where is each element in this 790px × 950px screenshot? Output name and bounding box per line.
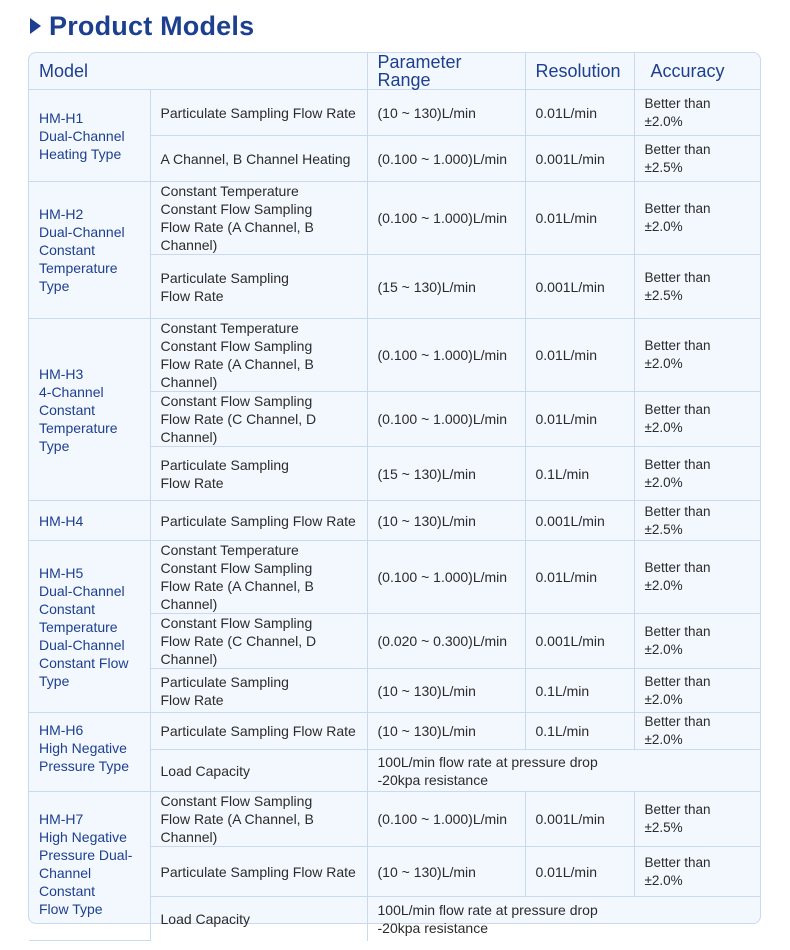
parameter-name: Constant Temperature Constant Flow Sampling Flow Rate (A Channel, B Channel) [150, 319, 367, 392]
parameter-name: Particulate Sampling Flow Rate [150, 447, 367, 501]
resolution-value: 0.001L/min [525, 255, 634, 319]
table-row [29, 713, 760, 750]
resolution-value: 0.001L/min [525, 614, 634, 669]
table-row [29, 501, 760, 541]
accuracy-value: Better than ±2.5% [634, 136, 760, 182]
header-accuracy: Accuracy [634, 53, 760, 90]
table-row [29, 319, 760, 392]
accuracy-value: Better than ±2.0% [634, 90, 760, 136]
resolution-value: 0.1L/min [525, 713, 634, 750]
accuracy-value: Better than ±2.0% [634, 447, 760, 501]
parameter-name: Constant Flow Sampling Flow Rate (C Channel, D Channel) [150, 392, 367, 447]
resolution-value: 0.001L/min [525, 501, 634, 541]
parameter-range-value: (0.100 ~ 1.000)L/min [367, 541, 525, 614]
parameter-name: Constant Temperature Constant Flow Sampling Flow Rate (A Channel, B Channel) [150, 541, 367, 614]
triangle-bullet-icon [30, 18, 41, 34]
product-models-table-container [28, 52, 761, 936]
parameter-range-value: (10 ~ 130)L/min [367, 501, 525, 541]
parameter-name: Constant Temperature Constant Flow Sampling Flow Rate (A Channel, B Channel) [150, 182, 367, 255]
model-name: HM-H1 Dual-Channel Heating Type [29, 90, 150, 182]
parameter-range-value: (0.100 ~ 1.000)L/min [367, 392, 525, 447]
parameter-name: Load Capacity [150, 750, 367, 792]
accuracy-value: Better than ±2.5% [634, 255, 760, 319]
table-header-row [29, 53, 760, 90]
model-name: HM-H3 4-Channel Constant Temperature Type [29, 319, 150, 501]
parameter-name: Particulate Sampling Flow Rate [150, 90, 367, 136]
parameter-range-value: (0.020 ~ 0.300)L/min [367, 614, 525, 669]
parameter-range-value: (15 ~ 130)L/min [367, 255, 525, 319]
accuracy-value: Better than ±2.0% [634, 319, 760, 392]
accuracy-value: Better than ±2.0% [634, 614, 760, 669]
resolution-value: 0.01L/min [525, 847, 634, 897]
parameter-range-value: (0.100 ~ 1.000)L/min [367, 136, 525, 182]
accuracy-value: Better than ±2.0% [634, 182, 760, 255]
accuracy-value: Better than ±2.0% [634, 669, 760, 713]
table-row [29, 792, 760, 847]
header-resolution: Resolution [525, 53, 634, 90]
product-models-table [29, 53, 760, 941]
header-model: Model [29, 53, 367, 90]
resolution-value: 0.01L/min [525, 319, 634, 392]
parameter-range-value: (0.100 ~ 1.000)L/min [367, 319, 525, 392]
parameter-name: Particulate Sampling Flow Rate [150, 501, 367, 541]
header-parameter-range: Parameter Range [367, 53, 525, 90]
resolution-value: 0.01L/min [525, 392, 634, 447]
model-name: HM-H7 High Negative Pressure Dual- Channel Constant Flow Type [29, 792, 150, 941]
page-title: Product Models [49, 10, 255, 41]
model-name: HM-H6 High Negative Pressure Type [29, 713, 150, 792]
parameter-name: Load Capacity [150, 897, 367, 941]
resolution-value: 0.001L/min [525, 136, 634, 182]
load-capacity-value: 100L/min flow rate at pressure drop -20kpa resistance [377, 901, 598, 936]
page-title-block [30, 8, 254, 44]
parameter-range-value: (10 ~ 130)L/min [367, 90, 525, 136]
parameter-range-value: (0.100 ~ 1.000)L/min [367, 182, 525, 255]
parameter-name: Particulate Sampling Flow Rate [150, 847, 367, 897]
table-row [29, 90, 760, 136]
resolution-value: 0.001L/min [525, 792, 634, 847]
table-row [29, 182, 760, 255]
accuracy-value: Better than ±2.5% [634, 501, 760, 541]
accuracy-value: Better than ±2.0% [634, 541, 760, 614]
accuracy-value: Better than ±2.0% [634, 392, 760, 447]
parameter-name: Constant Flow Sampling Flow Rate (C Channel, D Channel) [150, 614, 367, 669]
resolution-value: 0.01L/min [525, 182, 634, 255]
table-row [29, 541, 760, 614]
parameter-range-value: (10 ~ 130)L/min [367, 847, 525, 897]
parameter-range-value: (15 ~ 130)L/min [367, 447, 525, 501]
resolution-value: 0.01L/min [525, 90, 634, 136]
parameter-name: Constant Flow Sampling Flow Rate (A Channel, B Channel) [150, 792, 367, 847]
parameter-range-value: (10 ~ 130)L/min [367, 713, 525, 750]
load-capacity-value: 100L/min flow rate at pressure drop -20kpa resistance [367, 750, 760, 792]
parameter-range-value: (0.100 ~ 1.000)L/min [367, 792, 525, 847]
model-name: HM-H2 Dual-Channel Constant Temperature Type [29, 182, 150, 319]
model-name: HM-H5 Dual-Channel Constant Temperature Dual-Channel Constant Flow Type [29, 541, 150, 713]
accuracy-value: Better than ±2.5% [634, 792, 760, 847]
parameter-range-value: (10 ~ 130)L/min [367, 669, 525, 713]
model-name: HM-H4 [29, 501, 150, 541]
resolution-value: 0.1L/min [525, 669, 634, 713]
parameter-name: Particulate Sampling Flow Rate [150, 669, 367, 713]
parameter-name: Particulate Sampling Flow Rate [150, 713, 367, 750]
parameter-name: Particulate Sampling Flow Rate [150, 255, 367, 319]
accuracy-value: Better than ±2.0% [634, 847, 760, 897]
resolution-value: 0.1L/min [525, 447, 634, 501]
parameter-name: A Channel, B Channel Heating [150, 136, 367, 182]
resolution-value: 0.01L/min [525, 541, 634, 614]
accuracy-value: Better than ±2.0% [634, 713, 760, 750]
